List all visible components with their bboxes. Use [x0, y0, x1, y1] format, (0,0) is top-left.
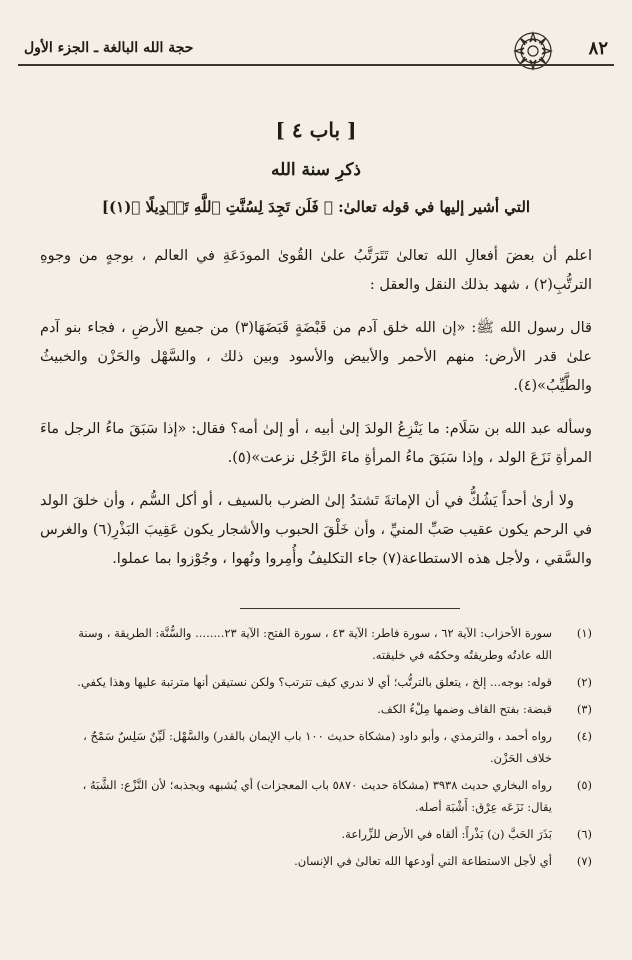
footnote: [60, 622, 592, 666]
footnote-text: قبضة: بفتح القاف وضمها مِلْءُ الكف.: [377, 702, 552, 716]
footnote-divider: [240, 608, 460, 609]
footnotes: [60, 622, 592, 877]
footnote-text: سورة الأحزاب: الآية ٦٢ ، سورة فاطر: الآية ٤٣ ، سورة الفتح: الآية ٢٣........ والسُّنَّة: الطريقة ، وسنة الله عادتُه وطريقتُه وحكمُه في خليقته.: [78, 626, 552, 662]
footnote-text: أي لأجل الاستطاعة التي أودعها الله تعالىٰ في الإنسان.: [294, 854, 552, 868]
footnote: [60, 823, 592, 845]
footnote-number: (٢): [576, 675, 592, 689]
subsection-title: التي أشير إليها في قوله تعالىٰ: ﴿ فَلَن تَجِدَ لِسُنَّتِ ٱللَّهِ تَبۡدِيلًا ﴾(١)]: [101, 198, 531, 216]
footnote-number: (٧): [576, 854, 592, 868]
paragraph: وسأله عبد الله بن سَلَام: ما يَنْزِعُ الولدَ إلىٰ أبيه ، أو إلىٰ أمه؟ فقال: «إذا سَبَقَ ماءُ الرجل ماءَ المرأةِ نَزَعَ الولد ، وإذا سَبَقَ ماءُ المرأةِ ماءَ الرَّجُل نزعت»(٥).: [40, 421, 592, 466]
footnote-text: رواه البخاري حديث ٣٩٣٨ (مشكاة حديث ٥٨٧٠ باب المعجزات) أي يُشبهه ويجذبه؛ لأن النَّزْع: الشَّبَهُ ، يقال: نَزَعَه عِرْق: أَشْبَهَ أصله.: [82, 778, 552, 814]
footnote: [60, 671, 592, 693]
chapter-title: [ باب ٤ ]: [275, 118, 357, 142]
page-number: ٨٢: [588, 38, 608, 59]
footnote-number: (٦): [576, 827, 592, 841]
paragraph: اعلم أن بعضَ أفعالِ الله تعالىٰ تَتَرَتَّبُ علىٰ القُوىٰ المودَعَةِ في العالم ، بوجهٍ من وجوهِ الترتُّبِ(٢) ، شهد بذلك النقل والعقل :: [40, 248, 592, 293]
footnote-number: (٤): [576, 729, 592, 743]
main-text: [40, 242, 592, 588]
footnote-number: (١): [576, 626, 592, 640]
footnote-text: بَذَرَ الحَبَّ (ن) بَذْراً: ألقاه في الأرض للزِّراعة.: [341, 827, 552, 841]
footnote-number: (٣): [576, 702, 592, 716]
footnote: [60, 725, 592, 769]
footnote-text: رواه أحمد ، والترمذي ، وأبو داود (مشكاة حديث ١٠٠ باب الإيمان بالقدر) والسَّهْل: لَيِّنٌ سَلِسٌ سَمْحٌ ، خلاف الحَزْن.: [83, 729, 552, 765]
footnote-number: (٥): [576, 778, 592, 792]
paragraph: قال رسول الله ﷺ: «إن الله خلق آدم من قَبْضَةٍ قَبَضَهَا(٣) من جميع الأرضِ ، فجاء بنو آدم علىٰ قدر الأرض: منهم الأحمر والأبيض والأسود وبين ذلك ، والسَّهْل والحَزْن والخبيثُ والطَّيِّبُ»(٤).: [40, 320, 592, 394]
paragraph: ولا أرىٰ أحداً يَشُكُّ في أن الإماتةَ تَشتدُ إلىٰ الضرب بالسيف ، أو أكل السُّم ، وأن خلقَ الولد في الرحم يكون عقيب صَبِّ المنيِّ ، وأن خَلْقَ الحبوب والأشجار يكون عَقِيبَ البَذْرِ(٦) والغرس والسَّقي ، ولأجل هذه الاستطاعة(٧) جاء التكليفُ وأُمِروا ونُهوا ، وجُوْزوا بما عملوا.: [40, 493, 592, 567]
footnote-text: قوله: بوجه... إلخ ، يتعلق بالترتُّب؛ أي لا ندري كيف تترتب؟ ولكن نستيقن أنها مترتبة عليها وهذا يكفي.: [77, 675, 552, 689]
footnote: [60, 850, 592, 872]
footnote: [60, 698, 592, 720]
footnote: [60, 774, 592, 818]
header-divider: [18, 64, 614, 66]
section-title: ذكرِ سنة الله: [270, 160, 361, 180]
running-title: حجة الله البالغة ـ الجزء الأول: [24, 40, 194, 56]
page-header: [18, 32, 614, 72]
